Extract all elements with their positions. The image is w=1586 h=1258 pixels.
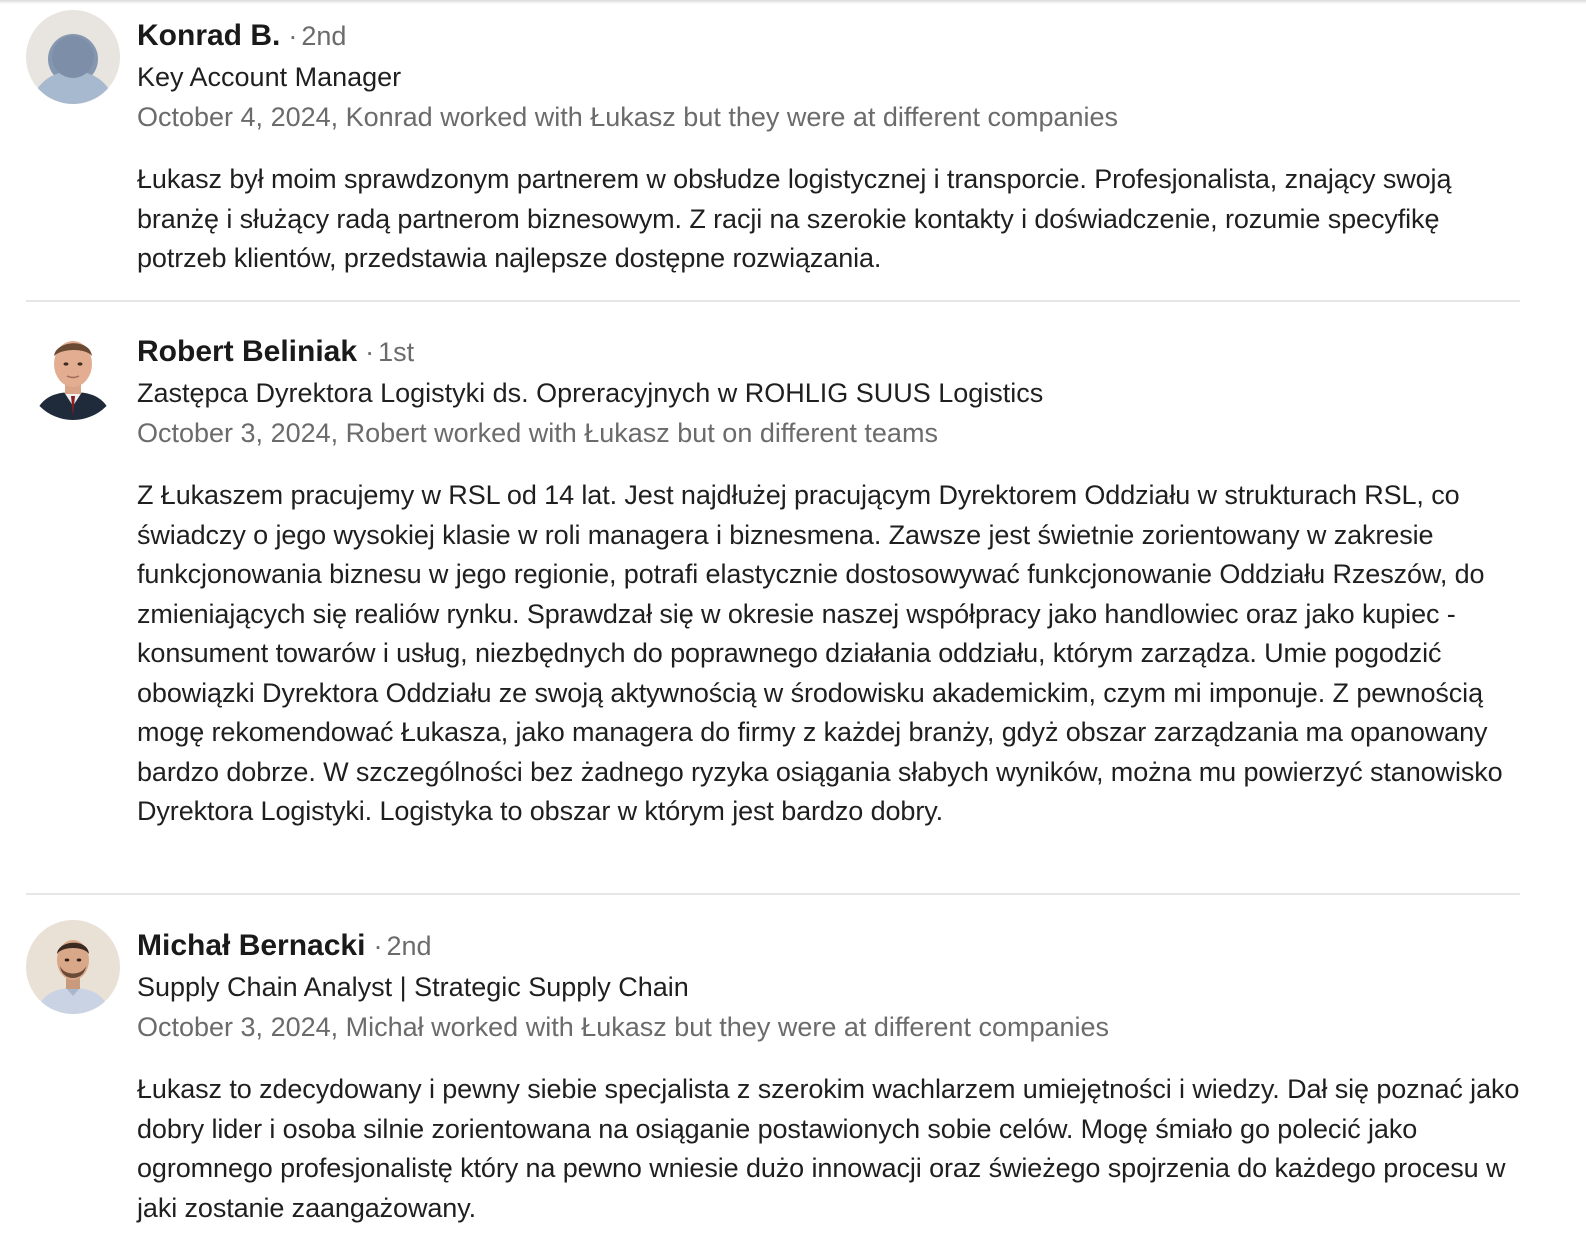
recommender-headline: Supply Chain Analyst | Strategic Supply Chain <box>137 972 689 1002</box>
recommender-name[interactable]: Robert Beliniak <box>137 335 358 368</box>
recommendation-text: Łukasz był moim sprawdzonym partnerem w obsłudze logistycznej i transporcie. Profesjonalista, znający swoją branżę i służący radą partnerom biznesowym. Z racji na szerokie kontakty i doświadczenie, rozumie specyfikę potrzeb klientów, przedstawia najlepsze dostępne rozwiązania. <box>137 164 1452 273</box>
recommendation-item <box>26 920 1520 1240</box>
name-line <box>137 330 1520 374</box>
recommendation-item <box>26 326 1520 876</box>
avatar[interactable] <box>26 920 120 1014</box>
recommender-headline: Key Account Manager <box>137 62 402 92</box>
recommendation-text: Łukasz to zdecydowany i pewny siebie specjalista z szerokim wachlarzem umiejętności i wiedzy. Dał się poznać jako dobry lider i osoba silnie zorientowana na osiąganie postawionych sobie celów. Mogę śmiało go polecić jako ogromnego profesjonalistę który na pewno wniesie dużo innowacji oraz świeżego spojrzenia do każdego procesu w jaki zostanie zaangażowany. <box>137 1074 1520 1223</box>
recommendation-item <box>26 10 1520 290</box>
recommender-name[interactable]: Michał Bernacki <box>137 929 366 962</box>
avatar[interactable] <box>26 326 120 420</box>
connection-degree: · 2nd <box>373 931 432 961</box>
recommendation-meta: October 3, 2024, Michał worked with Łukasz but they were at different companies <box>137 1012 1110 1042</box>
recommender-name[interactable]: Konrad B. <box>137 19 281 52</box>
default-avatar-icon <box>26 10 120 104</box>
connection-degree: · 2nd <box>288 21 347 51</box>
connection-degree: · 1st <box>365 337 415 367</box>
name-line <box>137 14 1520 58</box>
name-line <box>137 924 1520 968</box>
recommendation-meta: October 3, 2024, Robert worked with Łukasz but on different teams <box>137 418 938 448</box>
top-edge-shadow <box>0 0 1586 4</box>
profile-photo <box>26 920 120 1014</box>
recommendation-meta: October 4, 2024, Konrad worked with Łukasz but they were at different companies <box>137 102 1119 132</box>
recommender-headline: Zastępca Dyrektora Logistyki ds. Opreracyjnych w ROHLIG SUUS Logistics <box>137 378 1044 408</box>
divider <box>26 893 1520 895</box>
divider <box>26 300 1520 302</box>
recommendation-text: Z Łukaszem pracujemy w RSL od 14 lat. Jest najdłużej pracującym Dyrektorem Oddziału w strukturach RSL, co świadczy o jego wysokiej klasie w roli managera i biznesmena. Zawsze jest świetnie zorientowany w zakresie funkcjonowania biznesu w jego regionie, potrafi elastycznie dostosowywać funkcjonowanie Oddziału Rzeszów, do zmieniających się realiów rynku. Sprawdzał się w okresie naszej współpracy jako handlowiec oraz jako kupiec - konsument towarów i usług, niezbędnych do poprawnego działania oddziału, którym zarządza. Umie pogodzić obowiązki Dyrektora Oddziału ze swoją aktywnością w środowisku akademickim, czym mi imponuje. Z pewnością mogę rekomendować Łukasza, jako managera do firmy z każdej branży, gdyż obszar zarządzania ma opanowany bardzo dobrze. W szczególności bez żadnego ryzyka osiągania słabych wyników, można mu powierzyć stanowisko Dyrektora Logistyki. Logistyka to obszar w którym jest bardzo dobry. <box>137 480 1503 826</box>
profile-photo <box>26 326 120 420</box>
avatar[interactable] <box>26 10 120 104</box>
